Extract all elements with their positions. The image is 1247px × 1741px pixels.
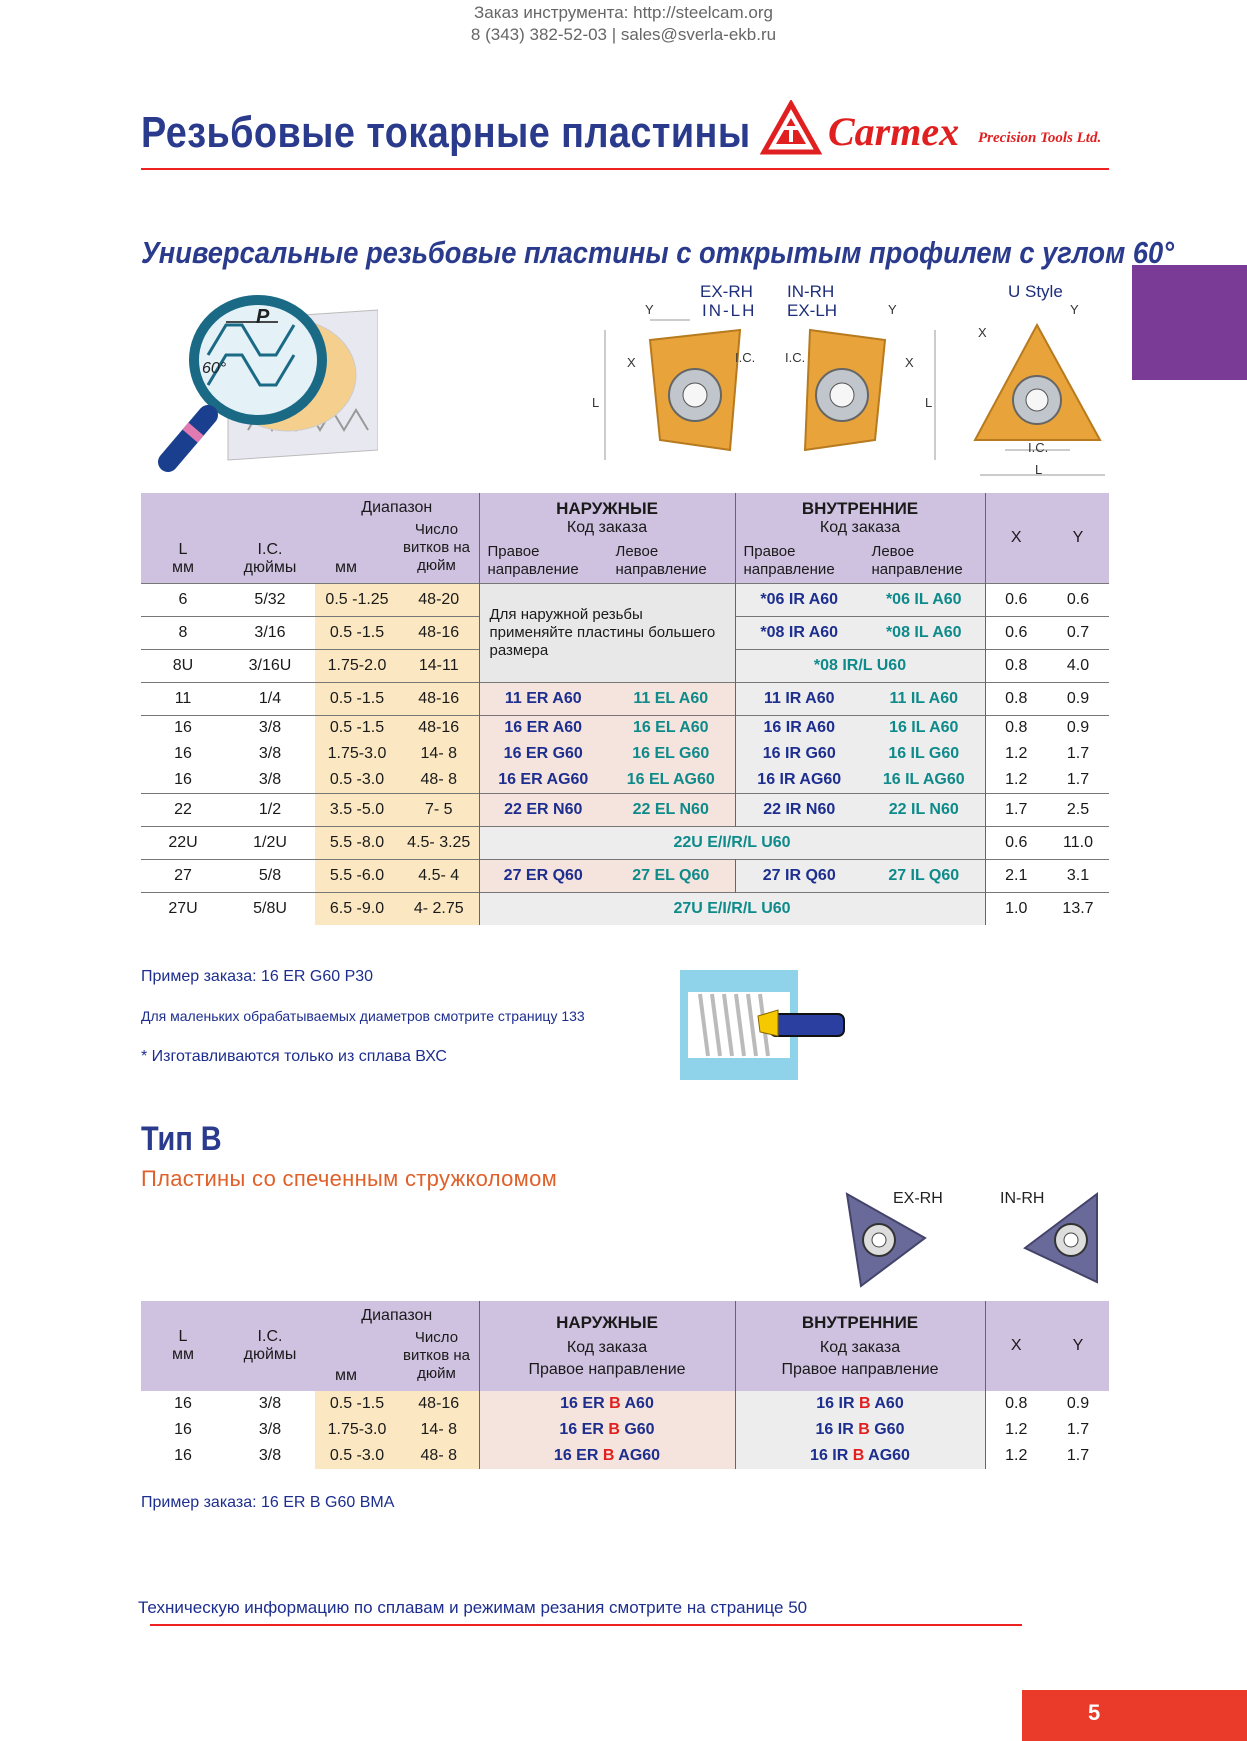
cell-int-left: 27 IL Q60 bbox=[863, 859, 985, 892]
cell-y: 0.7 bbox=[1047, 616, 1109, 649]
cell-int-left: 22 IL N60 bbox=[863, 793, 985, 826]
cell-ic: 3/8 bbox=[258, 1421, 282, 1438]
cell-ext-right: 22 ER N60 bbox=[479, 793, 607, 826]
code-chipbreaker-letter: B bbox=[858, 1395, 871, 1412]
cell-l: 6 bbox=[141, 583, 225, 616]
cell-range-tpi: 4.5- 3.25 bbox=[399, 826, 479, 859]
code-prefix: 16 IR bbox=[810, 1447, 853, 1464]
top-note-order: Заказ инструмента: http://steelcam.org bbox=[474, 3, 773, 22]
cell-l: 27 bbox=[141, 859, 225, 892]
cell-l: 8U bbox=[141, 649, 225, 682]
table-row bbox=[141, 741, 1109, 767]
small-diameter-note: Для маленьких обрабатываемых диаметров смотрите страницу 133 bbox=[141, 1008, 585, 1024]
type-b-header-ic: I.C. дюймы bbox=[243, 1328, 297, 1363]
cell-range-mm: 0.5 -1.5 bbox=[315, 682, 399, 715]
header-internal: ВНУТРЕННИЕ Код заказа Правое направление Левое направление bbox=[735, 493, 985, 583]
cell-ext-code bbox=[479, 1443, 735, 1469]
cell-l: 16 bbox=[174, 1395, 192, 1412]
cell-ext-right: 16 ER A60 bbox=[479, 715, 607, 741]
code-chipbreaker-letter: B bbox=[608, 1421, 620, 1438]
cell-int-code bbox=[735, 1443, 985, 1469]
type-b-table bbox=[141, 1301, 1109, 1469]
cell-range-mm: 6.5 -9.0 bbox=[315, 892, 399, 925]
cell-range-tpi: 4.5- 4 bbox=[399, 859, 479, 892]
section1-subtitle: Универсальные резьбовые пластины с открытым профилем с углом 60° bbox=[141, 235, 1175, 270]
footer-line bbox=[150, 1624, 1022, 1626]
cell-int-right: 11 IR A60 bbox=[735, 682, 863, 715]
cell-range-tpi: 48-16 bbox=[399, 616, 479, 649]
cell-range-tpi: 48-20 bbox=[399, 583, 479, 616]
cell-ic: 3/8 bbox=[258, 1395, 282, 1412]
cell-int-right: 22 IR N60 bbox=[735, 793, 863, 826]
cell-ic: 3/8 bbox=[258, 745, 282, 762]
code-prefix: 16 IR bbox=[816, 1395, 859, 1412]
cell-int-combined: *08 IR/L U60 bbox=[735, 649, 985, 682]
cell-ic: 5/8U bbox=[225, 892, 315, 925]
tech-info-note: Техническую информацию по сплавам и режимам резания смотрите на странице 50 bbox=[138, 1598, 808, 1617]
page-number-tab bbox=[1022, 1690, 1247, 1741]
code-prefix: 16 ER bbox=[553, 1447, 603, 1464]
cell-y: 0.9 bbox=[1066, 1395, 1090, 1412]
header-x: X bbox=[1010, 528, 1022, 546]
cell-u-combined: 27U E/I/R/L U60 bbox=[479, 892, 985, 925]
page-title: Резьбовые токарные пластины bbox=[141, 108, 751, 157]
code-chipbreaker-letter: B bbox=[858, 1421, 870, 1438]
cell-u-combined: 22U E/I/R/L U60 bbox=[479, 826, 985, 859]
cell-ext-right: 16 ER G60 bbox=[479, 741, 607, 767]
cell-ic: 3/16U bbox=[225, 649, 315, 682]
cell-int-left: *08 IL A60 bbox=[863, 616, 985, 649]
type-b-header-row bbox=[141, 1301, 1109, 1391]
internal-threading-illustration-icon bbox=[680, 970, 850, 1080]
cell-l: 16 bbox=[174, 745, 192, 762]
label-u-style: U Style bbox=[1008, 282, 1063, 301]
table-row bbox=[141, 715, 1109, 741]
header-range: Диапазон мм Число витков на дюйм bbox=[315, 493, 479, 583]
label-ex-lh: EX-LH bbox=[787, 301, 838, 320]
cell-ext-left: 16 EL AG60 bbox=[607, 767, 735, 793]
type-b-header-internal: ВНУТРЕННИЕ Код заказа Правое направление bbox=[735, 1301, 985, 1391]
code-chipbreaker-letter: B bbox=[602, 1447, 615, 1464]
cell-x: 0.6 bbox=[985, 616, 1047, 649]
cell-x: 0.8 bbox=[1005, 1395, 1028, 1412]
type-b-inserts-icon bbox=[835, 1190, 1110, 1290]
table-row bbox=[141, 1391, 1109, 1417]
cell-x: 0.8 bbox=[985, 649, 1047, 682]
code-prefix: 16 IR bbox=[815, 1421, 859, 1438]
cell-int-right: 16 IR G60 bbox=[735, 741, 863, 767]
cell-int-left: 11 IL A60 bbox=[863, 682, 985, 715]
cell-ic: 5/32 bbox=[225, 583, 315, 616]
thread-inserts-table bbox=[141, 493, 1109, 925]
cell-range-mm: 0.5 -1.25 bbox=[315, 583, 399, 616]
cell-range-mm: 5.5 -8.0 bbox=[315, 826, 399, 859]
table-row bbox=[141, 859, 1109, 892]
cell-int-left: 16 IL AG60 bbox=[863, 767, 985, 793]
cell-ext-left: 11 EL A60 bbox=[607, 682, 735, 715]
cell-y: 1.7 bbox=[1066, 1447, 1090, 1464]
label-type-b-ex-rh: EX-RH bbox=[893, 1190, 943, 1207]
cell-range-tpi: 4- 2.75 bbox=[399, 892, 479, 925]
code-suffix: AG60 bbox=[864, 1447, 910, 1464]
cell-ext-right: 11 ER A60 bbox=[479, 682, 607, 715]
cell-y: 1.7 bbox=[1066, 1421, 1090, 1438]
type-b-order-example: Пример заказа: 16 ER B G60 BMA bbox=[141, 1494, 395, 1511]
dim-ic-u: I.C. bbox=[1028, 440, 1049, 455]
cell-int-right: 16 IR AG60 bbox=[735, 767, 863, 793]
code-suffix: G60 bbox=[619, 1421, 655, 1438]
dim-y-u: Y bbox=[1070, 302, 1079, 317]
cell-x: 0.8 bbox=[985, 682, 1047, 715]
cell-x: 1.2 bbox=[1005, 770, 1028, 788]
dim-ic-middle: I.C. bbox=[785, 350, 806, 365]
code-chipbreaker-letter: B bbox=[609, 1395, 621, 1412]
cell-int-right: 27 IR Q60 bbox=[735, 859, 863, 892]
cell-x: 0.6 bbox=[985, 583, 1047, 616]
code-chipbreaker-letter: B bbox=[852, 1447, 865, 1464]
dim-x-u: X bbox=[978, 325, 987, 340]
cell-range-tpi: 48-16 bbox=[399, 1391, 479, 1417]
type-b-table-body bbox=[141, 1391, 1109, 1469]
top-contact-note bbox=[0, 2, 1247, 46]
cell-ext-code bbox=[479, 1391, 735, 1417]
cell-x: 0.6 bbox=[985, 826, 1047, 859]
type-b-header-range: Диапазон мм Число витков на дюйм bbox=[315, 1301, 479, 1391]
table-body bbox=[141, 583, 1109, 925]
order-example: Пример заказа: 16 ER G60 P30 bbox=[141, 968, 374, 985]
cell-range-mm: 1.75-3.0 bbox=[315, 741, 399, 767]
cell-int-right: 16 IR A60 bbox=[735, 715, 863, 741]
cell-x: 1.2 bbox=[1005, 745, 1028, 762]
cell-y: 1.7 bbox=[1066, 770, 1090, 788]
cell-ext-right: 16 ER AG60 bbox=[479, 767, 607, 793]
type-b-header-external: НАРУЖНЫЕ Код заказа Правое направление bbox=[479, 1301, 735, 1391]
label-in-lh: IN-LH bbox=[702, 301, 757, 320]
cell-l: 27U bbox=[141, 892, 225, 925]
code-prefix: 16 ER bbox=[560, 1395, 610, 1412]
cell-ic: 5/8 bbox=[225, 859, 315, 892]
angle-label: 60° bbox=[202, 360, 227, 377]
type-b-header-l: L мм bbox=[172, 1328, 194, 1363]
cell-int-left: *06 IL A60 bbox=[863, 583, 985, 616]
cell-l: 22 bbox=[141, 793, 225, 826]
carmex-logo-sub: Precision Tools Ltd. bbox=[978, 130, 1102, 146]
cell-ext-left: 16 EL G60 bbox=[607, 741, 735, 767]
table-row bbox=[141, 826, 1109, 859]
label-ex-rh: EX-RH bbox=[700, 282, 753, 301]
cell-range-tpi: 48-16 bbox=[399, 715, 479, 741]
cell-range-tpi: 7- 5 bbox=[399, 793, 479, 826]
thread-magnifier-illustration bbox=[138, 290, 378, 480]
cell-range-mm: 0.5 -3.0 bbox=[315, 767, 399, 793]
label-type-b-in-rh: IN-RH bbox=[1000, 1190, 1045, 1207]
cell-range-mm: 0.5 -1.5 bbox=[315, 715, 399, 741]
cell-range-mm: 1.75-3.0 bbox=[315, 1417, 399, 1443]
carmex-logo bbox=[760, 100, 1110, 160]
pitch-label: P bbox=[256, 306, 270, 328]
cell-ext-code bbox=[479, 1417, 735, 1443]
header-external: НАРУЖНЫЕ Код заказа Правое направление Левое направление bbox=[479, 493, 735, 583]
cell-int-right: *06 IR A60 bbox=[735, 583, 863, 616]
cell-l: 8 bbox=[141, 616, 225, 649]
cell-range-tpi: 14- 8 bbox=[399, 1417, 479, 1443]
cell-y: 13.7 bbox=[1047, 892, 1109, 925]
code-suffix: G60 bbox=[869, 1421, 905, 1438]
cell-y: 0.9 bbox=[1047, 715, 1109, 741]
cell-ic: 3/8 bbox=[225, 715, 315, 741]
cell-ic: 3/16 bbox=[225, 616, 315, 649]
cell-range-tpi: 48-16 bbox=[399, 682, 479, 715]
carmex-logo-mark-icon bbox=[760, 100, 822, 158]
cell-range-mm: 0.5 -3.0 bbox=[315, 1443, 399, 1469]
table-row bbox=[141, 682, 1109, 715]
external-note-cell: Для наружной резьбы применяйте пластины большего размера bbox=[479, 583, 735, 682]
cell-x: 1.0 bbox=[985, 892, 1047, 925]
page-number: 5 bbox=[1088, 1700, 1101, 1725]
header-ic: I.C. дюймы bbox=[243, 540, 297, 576]
cell-y: 11.0 bbox=[1047, 826, 1109, 859]
cell-y: 3.1 bbox=[1047, 859, 1109, 892]
cell-y: 2.5 bbox=[1047, 793, 1109, 826]
dim-y-left: Y bbox=[645, 302, 654, 317]
cell-y: 0.6 bbox=[1047, 583, 1109, 616]
cell-range-tpi: 14- 8 bbox=[399, 741, 479, 767]
code-prefix: 16 ER bbox=[559, 1421, 609, 1438]
cell-ic: 3/8 bbox=[258, 770, 282, 788]
cell-ext-left: 27 EL Q60 bbox=[607, 859, 735, 892]
cell-ext-left: 22 EL N60 bbox=[607, 793, 735, 826]
type-b-header-x: X bbox=[1010, 1337, 1022, 1354]
cell-x: 1.2 bbox=[1005, 1447, 1028, 1464]
cell-range-tpi: 14-11 bbox=[399, 649, 479, 682]
cell-x: 0.8 bbox=[985, 715, 1047, 741]
cell-range-tpi: 48- 8 bbox=[399, 767, 479, 793]
cell-ic: 1/4 bbox=[225, 682, 315, 715]
header-l: L мм bbox=[172, 540, 194, 576]
dim-l-u: L bbox=[1035, 462, 1043, 477]
insert-dimension-diagrams bbox=[590, 300, 1110, 490]
cell-l: 16 bbox=[174, 770, 192, 788]
cell-x: 1.7 bbox=[985, 793, 1047, 826]
dim-l-middle: L bbox=[925, 395, 933, 410]
cell-l: 22U bbox=[141, 826, 225, 859]
table-row bbox=[141, 1443, 1109, 1469]
code-suffix: A60 bbox=[620, 1395, 654, 1412]
cell-y: 1.7 bbox=[1066, 745, 1090, 762]
cell-x: 1.2 bbox=[1005, 1421, 1028, 1438]
dim-x-left: X bbox=[627, 355, 636, 370]
cell-range-mm: 0.5 -1.5 bbox=[315, 1391, 399, 1417]
section-side-tab bbox=[1132, 265, 1247, 380]
table-row bbox=[141, 892, 1109, 925]
table-header-row bbox=[141, 493, 1109, 583]
table-row bbox=[141, 583, 1109, 616]
cell-int-left: 16 IL G60 bbox=[863, 741, 985, 767]
cell-range-mm: 5.5 -6.0 bbox=[315, 859, 399, 892]
dim-l-left: L bbox=[592, 395, 600, 410]
cell-y: 0.9 bbox=[1047, 682, 1109, 715]
insert-left-icon bbox=[605, 320, 740, 460]
cell-int-left: 16 IL A60 bbox=[863, 715, 985, 741]
section2-subtitle: Пластины со спеченным стружколомом bbox=[141, 1166, 558, 1191]
insert-middle-icon bbox=[805, 330, 935, 460]
cell-range-tpi: 48- 8 bbox=[399, 1443, 479, 1469]
cell-l: 11 bbox=[141, 682, 225, 715]
code-suffix: A60 bbox=[870, 1395, 904, 1412]
code-suffix: AG60 bbox=[614, 1447, 661, 1464]
vxc-alloy-note: * Изготавливаются только из сплава ВХС bbox=[141, 1048, 447, 1065]
cell-l: 16 bbox=[141, 715, 225, 741]
cell-l: 16 bbox=[174, 1447, 192, 1464]
cell-int-code bbox=[735, 1417, 985, 1443]
cell-ic: 3/8 bbox=[258, 1447, 282, 1464]
cell-range-mm: 3.5 -5.0 bbox=[315, 793, 399, 826]
cell-range-mm: 1.75-2.0 bbox=[315, 649, 399, 682]
section2-title: Тип B bbox=[141, 1120, 222, 1158]
cell-y: 4.0 bbox=[1047, 649, 1109, 682]
label-in-rh: IN-RH bbox=[787, 282, 835, 301]
table-row bbox=[141, 1417, 1109, 1443]
header-y: Y bbox=[1072, 528, 1084, 546]
top-note-contacts: 8 (343) 382-52-03 | sales@sverla-ekb.ru bbox=[470, 25, 777, 44]
carmex-logo-word: Carmex bbox=[828, 109, 960, 154]
table-row bbox=[141, 767, 1109, 793]
dim-x-middle: X bbox=[905, 355, 914, 370]
cell-l: 16 bbox=[174, 1421, 192, 1438]
title-underline bbox=[141, 168, 1109, 170]
cell-ic: 1/2U bbox=[225, 826, 315, 859]
cell-ext-right: 27 ER Q60 bbox=[479, 859, 607, 892]
cell-range-mm: 0.5 -1.5 bbox=[315, 616, 399, 649]
cell-int-code bbox=[735, 1391, 985, 1417]
cell-x: 2.1 bbox=[985, 859, 1047, 892]
cell-ic: 1/2 bbox=[225, 793, 315, 826]
cell-ext-left: 16 EL A60 bbox=[607, 715, 735, 741]
dim-y-middle: Y bbox=[888, 302, 897, 317]
dim-ic-left: I.C. bbox=[735, 350, 756, 365]
type-b-header-y: Y bbox=[1072, 1337, 1084, 1354]
table-row bbox=[141, 793, 1109, 826]
cell-int-right: *08 IR A60 bbox=[735, 616, 863, 649]
